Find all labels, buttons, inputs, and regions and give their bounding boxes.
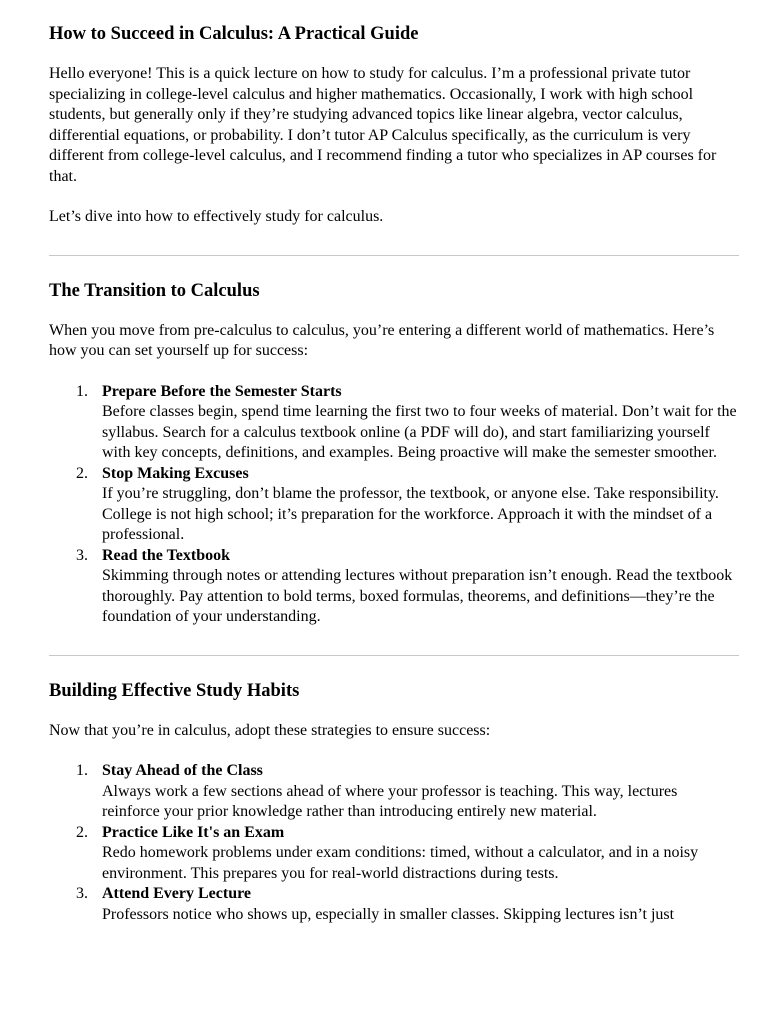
list-number: 2. bbox=[76, 464, 88, 482]
list-item-title: Stay Ahead of the Class bbox=[102, 762, 263, 779]
list-item-title: Read the Textbook bbox=[102, 546, 231, 564]
list-item-body: Redo homework problems under exam conditions: timed, without a calculator, and in a noisy environment. This prepares you for real-world distractions during tests. bbox=[102, 844, 699, 882]
list-item-body: Skimming through notes or attending lectures without preparation isn’t enough. Read the textbook thoroughly. Pay attention to bold terms, boxed formulas, theorems, and definitions—they’re the foundation of your understanding. bbox=[102, 567, 733, 625]
section-heading-study-habits: Building Effective Study Habits bbox=[49, 680, 300, 701]
list-item-title: Prepare Before the Semester Starts bbox=[102, 382, 342, 400]
study-habits-list bbox=[49, 761, 737, 925]
transition-steps-list bbox=[49, 382, 737, 628]
intro-paragraph: Hello everyone! This is a quick lecture on how to study for calculus. I’m a professional private tutor specializing in college-level calculus and higher mathematics. Occasionally, I work with high school students, but generally only if they’re studying advanced topics like linear algebra, vector calculus, differential equations, or probability. I don’t tutor AP Calculus specifically, as the curriculum is very different from college-level calculus, and I recommend finding a tutor who specializes in AP courses for that. bbox=[49, 65, 717, 185]
list-item bbox=[76, 464, 737, 546]
list-item-title: Practice Like It's an Exam bbox=[102, 823, 285, 841]
list-item bbox=[76, 761, 737, 823]
section-heading-transition: The Transition to Calculus bbox=[49, 280, 260, 301]
list-item-title: Attend Every Lecture bbox=[102, 885, 251, 902]
list-number: 2. bbox=[76, 823, 88, 841]
list-item bbox=[76, 546, 737, 628]
list-number: 1. bbox=[76, 762, 88, 779]
list-number: 3. bbox=[76, 885, 88, 902]
section-lead-study-habits: Now that you’re in calculus, adopt these strategies to ensure success: bbox=[49, 721, 491, 739]
list-item-body: Professors notice who shows up, especially in smaller classes. Skipping lectures isn’t just bbox=[102, 905, 675, 923]
list-item-body: Before classes begin, spend time learning the first two to four weeks of material. Don’t wait for the syllabus. Search for a calculus textbook online (a PDF will do), and start familiarizing yourself with key concepts, definitions, and examples. Being proactive will make the semester smoother. bbox=[102, 403, 737, 461]
list-item-body: If you’re struggling, don’t blame the professor, the textbook, or anyone else. Take responsibility. College is not high school; it’s preparation for the workforce. Approach it with the mindset of a professional. bbox=[102, 485, 719, 543]
list-item-title: Stop Making Excuses bbox=[102, 464, 249, 482]
section-lead-transition: When you move from pre-calculus to calculus, you’re entering a different world of mathematics. Here’s how you can set yourself up for success: bbox=[49, 321, 715, 359]
list-item bbox=[76, 382, 737, 464]
list-number: 3. bbox=[76, 546, 88, 564]
intro-closing-paragraph: Let’s dive into how to effectively study for calculus. bbox=[49, 208, 384, 225]
list-item bbox=[76, 884, 737, 925]
list-number: 1. bbox=[76, 382, 88, 400]
document-title: How to Succeed in Calculus: A Practical Guide bbox=[49, 24, 419, 44]
list-item bbox=[76, 823, 737, 885]
list-item-body: Always work a few sections ahead of where your professor is teaching. This way, lectures reinforce your prior knowledge rather than introducing entirely new material. bbox=[102, 782, 678, 820]
